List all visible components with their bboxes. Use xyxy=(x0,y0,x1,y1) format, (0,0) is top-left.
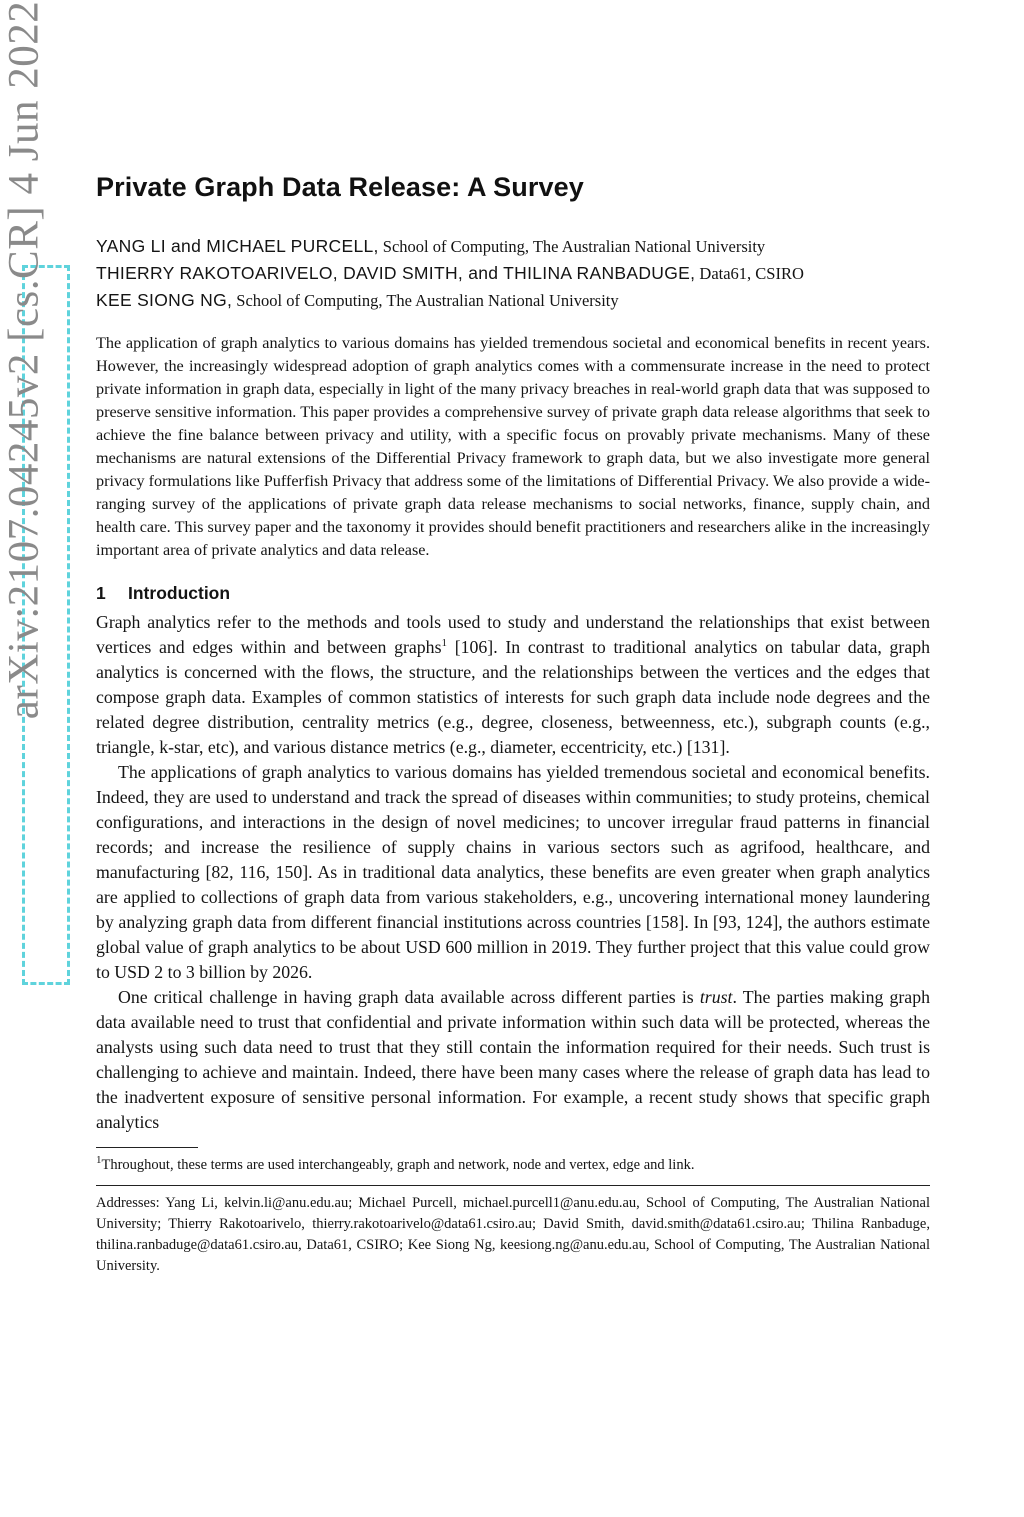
section-heading xyxy=(96,583,930,604)
paragraph-text: Graph analytics refer to the methods and tools used to study and understand the relationships that exist between vertices and edges within and between graphs xyxy=(96,612,930,657)
author-addresses: Addresses: Yang Li, kelvin.li@anu.edu.au; Michael Purcell, michael.purcell1@anu.edu.au, School of Computing, The Australian National University; Thierry Rakotoarivelo, thierry.rakotoarivelo@data61.csiro.au; David Smith, david.smith@data61.csiro.au; Thilina Ranbaduge, thilina.ranbaduge@data61.csiro.au, Data61, CSIRO; Kee Siong Ng, keesiong.ng@anu.edu.au, School of Computing, The Australian National University. xyxy=(96,1195,930,1274)
footnote-text: Throughout, these terms are used interchangeably, graph and network, node and vertex, edge and link. xyxy=(101,1157,695,1173)
footnote xyxy=(96,1155,930,1175)
author-block xyxy=(96,233,930,314)
paper-title: Private Graph Data Release: A Survey xyxy=(96,172,584,202)
author-affiliation: School of Computing, The Australian National University xyxy=(236,291,619,310)
emphasis-text: trust xyxy=(699,987,733,1007)
author-affiliation: Data61, CSIRO xyxy=(699,264,804,283)
footnote-ref: 1 xyxy=(441,637,447,650)
address-divider xyxy=(96,1185,930,1186)
author-names: YANG LI and MICHAEL PURCELL, xyxy=(96,236,379,256)
body-paragraph xyxy=(96,985,930,1135)
author-line xyxy=(96,233,930,260)
paragraph-text: One critical challenge in having graph data available across different parties is xyxy=(118,987,700,1007)
arxiv-identifier: arXiv:2107.04245v2 [cs.CR] 4 Jun 2022 xyxy=(0,0,48,720)
paper-page xyxy=(96,172,930,1292)
abstract: The application of graph analytics to various domains has yielded tremendous societal and economical benefits in recent years. However, the increasingly widespread adoption of graph analytics comes with a commensurate increase in the need to protect private information in graph data, especially in light of the many privacy breaches in real-world graph data that was supposed to preserve sensitive information. This paper provides a comprehensive survey of private graph data release algorithms that seek to achieve the fine balance between privacy and utility, with a specific focus on provably private mechanisms. Many of these mechanisms are natural extensions of the Differential Privacy framework to graph data, but we also investigate more general privacy formulations like Pufferfish Privacy that address some of the limitations of Differential Privacy. We also provide a wide-ranging survey of the applications of private graph data release mechanisms to social networks, finance, supply chain, and health care. This survey paper and the taxonomy it provides should benefit practitioners and researchers alike in the increasingly important area of private analytics and data release. xyxy=(96,334,930,559)
author-line xyxy=(96,287,930,314)
body-paragraph xyxy=(96,610,930,760)
footnote-mark: 1 xyxy=(96,1154,102,1167)
section-title: Introduction xyxy=(128,583,231,603)
body-paragraph: The applications of graph analytics to various domains has yielded tremendous societal and economical benefits. Indeed, they are used to understand and track the spread of diseases within communities; to study proteins, chemical configurations, and interactions in the design of novel medicines; to uncover irregular fraud patterns in financial records; and increase the resilience of supply chains in various sectors such as agrifood, healthcare, and manufacturing [82, 116, 150]. As in traditional data analytics, these benefits are even greater when graph analytics are applied to collections of graph data from various stakeholders, e.g., uncovering international money laundering by analyzing graph data from different financial institutions across countries [158]. In [93, 124], the authors estimate global value of graph analytics to be about USD 600 million in 2019. They further project that this value could grow to USD 2 to 3 billion by 2026. xyxy=(96,762,930,982)
author-names: KEE SIONG NG, xyxy=(96,290,233,310)
paragraph-text: [106]. In contrast to traditional analytics on tabular data, graph analytics is concerned with the flows, the structure, and the relationships between the vertices and the edges that compose graph data. Examples of common statistics of interests for such graph data include node degrees and the related degree distribution, centrality metrics (e.g., degree, closeness, betweenness, etc.), subgraph counts (e.g., triangle, k-star, etc), and various distance metrics (e.g., diameter, eccentricity, etc.) [131]. xyxy=(96,637,930,757)
author-names: THIERRY RAKOTOARIVELO, DAVID SMITH, and THILINA RANBADUGE, xyxy=(96,263,696,283)
section-number: 1 xyxy=(96,583,106,603)
author-line xyxy=(96,260,930,287)
footnote-divider xyxy=(96,1147,198,1148)
author-affiliation: School of Computing, The Australian National University xyxy=(382,237,766,256)
paragraph-text: . The parties making graph data available need to trust that confidential and private information within such data will be protected, whereas the analysts using such data need to trust that they still contain the information required for their needs. Such trust is challenging to achieve and maintain. Indeed, there have been many cases where the release of graph data has lead to the inadvertent exposure of sensitive personal information. For example, a recent study shows that specific graph analytics xyxy=(96,987,930,1132)
